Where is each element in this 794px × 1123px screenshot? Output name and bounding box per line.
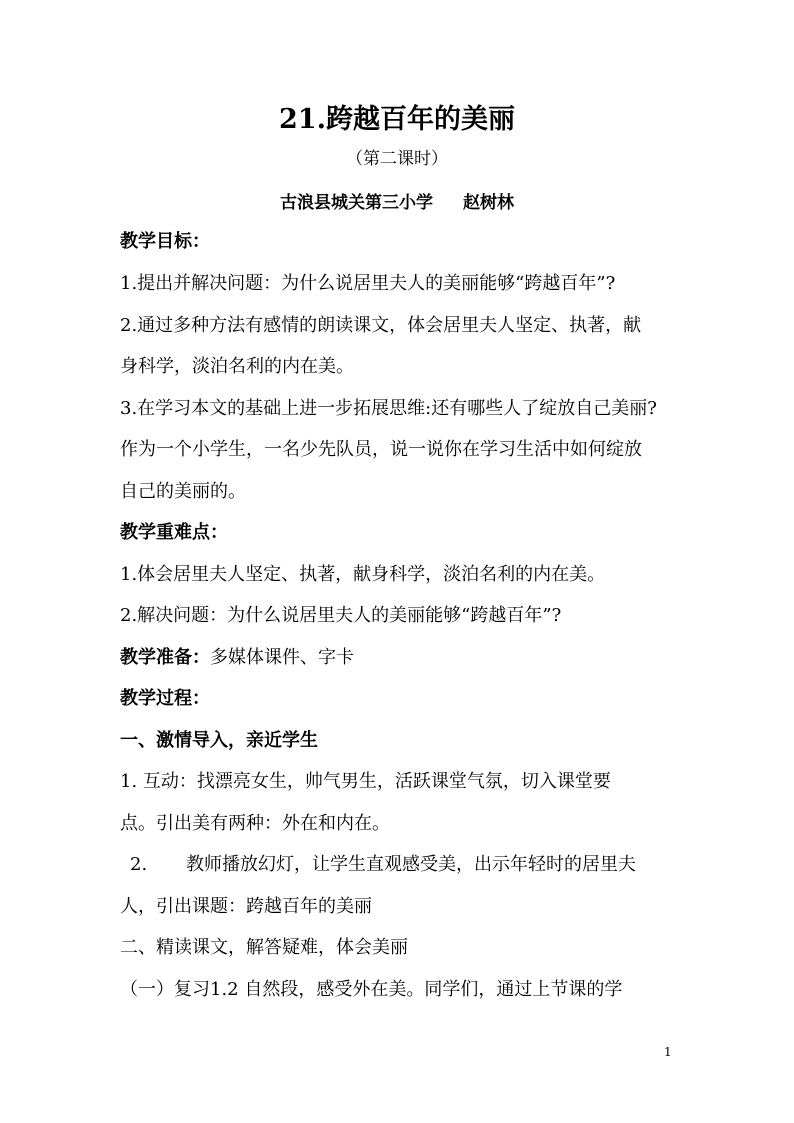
author-line [0,190,794,216]
process-heading: 教学过程： [120,688,210,709]
preparation-value: 多媒体课件、字卡 [210,647,354,668]
section-2-heading: 二、精读课文，解答疑难，体会美丽 [120,937,408,958]
section-1-item-1-line-1: 1. 互动：找漂亮女生，帅气男生，活跃课堂气氛，切入课堂要 [120,771,611,792]
objective-3-line-1: 3.在学习本文的基础上进一步拓展思维:还有哪些人了绽放自己美丽? [120,398,657,419]
objectives-heading: 教学目标： [120,231,210,252]
objective-3-line-3: 自己的美丽的。 [120,481,246,502]
key-point-1: 1.体会居里夫人坚定、执著，献身科学，淡泊名利的内在美。 [120,564,606,585]
lesson-period: （第二课时） [346,149,448,169]
section-1-item-2-text: 教师播放幻灯，让学生直观感受美，出示年轻时的居里夫 [186,854,636,875]
section-1-item-2-line-2: 人，引出课题：跨越百年的美丽 [120,896,372,917]
page-number: 1 [664,1045,672,1059]
section-1-heading: 一、激情导入，亲近学生 [120,730,318,751]
objective-2-line-2: 身科学，淡泊名利的内在美。 [120,356,354,377]
section-1-item-1-line-2: 点。引出美有两种：外在和内在。 [120,813,390,834]
objective-2-line-1: 2.通过多种方法有感情的朗读课文，体会居里夫人坚定、执著，献 [120,315,642,336]
section-1-item-2-line-1 [120,852,690,878]
preparation-label: 教学准备： [120,647,210,668]
author-school: 古浪县城关第三小学 [280,193,433,213]
preparation-line [120,645,690,671]
objective-1: 1.提出并解决问题：为什么说居里夫人的美丽能够“跨越百年”? [120,273,616,294]
author-name: 赵树林 [463,193,514,213]
key-points-heading: 教学重难点： [120,522,228,543]
document-title: 21.跨越百年的美丽 [279,104,515,135]
objective-3-line-2: 作为一个小学生，一名少先队员，说一说你在学习生活中如何绽放 [120,439,642,460]
section-1-item-2-number: 2. [130,854,148,875]
key-point-2: 2.解决问题：为什么说居里夫人的美丽能够“跨越百年”? [120,605,562,626]
section-2-item-1: （一）复习1.2 自然段，感受外在美。同学们，通过上节课的学 [120,979,623,1000]
